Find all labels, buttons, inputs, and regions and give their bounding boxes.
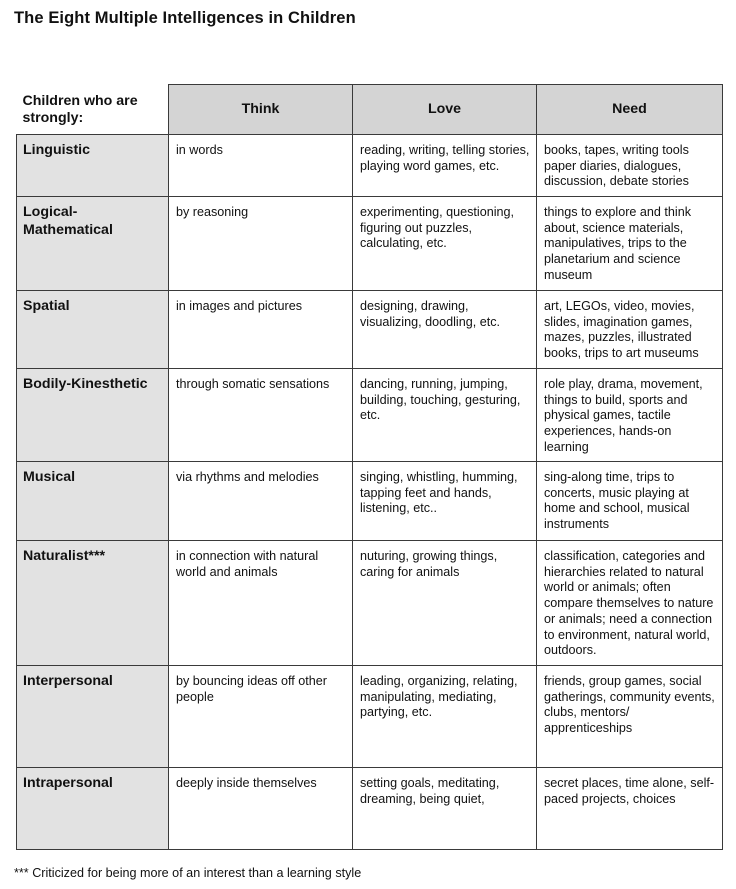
think-cell: in words — [169, 135, 353, 197]
row-header-musical: Musical — [17, 462, 169, 541]
footnote: *** Criticized for being more of an interest than a learning style — [14, 866, 362, 880]
love-cell: leading, organizing, relating, manipulating, mediating, partying, etc. — [353, 666, 537, 768]
love-cell: experimenting, questioning, figuring out puzzles, calculating, etc. — [353, 197, 537, 291]
love-cell: singing, whistling, humming, tapping feet and hands, listening, etc.. — [353, 462, 537, 541]
row-header-bodily-kinesthetic: Bodily-Kinesthetic — [17, 369, 169, 462]
need-cell: art, LEGOs, video, movies, slides, imagination games, mazes, puzzles, illustrated books, trips to art museums — [537, 291, 723, 369]
table-row — [17, 666, 723, 768]
table-row — [17, 369, 723, 462]
love-cell: setting goals, meditating, dreaming, being quiet, — [353, 768, 537, 850]
row-header-logical-mathematical: Logical-Mathematical — [17, 197, 169, 291]
page-title: The Eight Multiple Intelligences in Children — [14, 9, 356, 27]
table-row — [17, 135, 723, 197]
corner-header: Children who are strongly: — [17, 85, 169, 135]
column-header-think: Think — [169, 85, 353, 135]
row-header-interpersonal: Interpersonal — [17, 666, 169, 768]
think-cell: in images and pictures — [169, 291, 353, 369]
love-cell: reading, writing, telling stories, playing word games, etc. — [353, 135, 537, 197]
think-cell: deeply inside themselves — [169, 768, 353, 850]
think-cell: via rhythms and melodies — [169, 462, 353, 541]
column-header-need: Need — [537, 85, 723, 135]
think-cell: by reasoning — [169, 197, 353, 291]
row-header-intrapersonal: Intrapersonal — [17, 768, 169, 850]
table-row — [17, 291, 723, 369]
need-cell: sing-along time, trips to concerts, music playing at home and school, musical instruments — [537, 462, 723, 541]
think-cell: in connection with natural world and animals — [169, 541, 353, 666]
love-cell: nuturing, growing things, caring for animals — [353, 541, 537, 666]
love-cell: dancing, running, jumping, building, touching, gesturing, etc. — [353, 369, 537, 462]
need-cell: books, tapes, writing tools paper diaries, dialogues, discussion, debate stories — [537, 135, 723, 197]
table-row — [17, 541, 723, 666]
row-header-naturalist: Naturalist*** — [17, 541, 169, 666]
table-row — [17, 197, 723, 291]
think-cell: by bouncing ideas off other people — [169, 666, 353, 768]
need-cell: friends, group games, social gatherings, community events, clubs, mentors/ apprenticeships — [537, 666, 723, 768]
table-row — [17, 768, 723, 850]
think-cell: through somatic sensations — [169, 369, 353, 462]
need-cell: role play, drama, movement, things to build, sports and physical games, tactile experiences, hands-on learning — [537, 369, 723, 462]
need-cell: things to explore and think about, science materials, manipulatives, trips to the planetarium and science museum — [537, 197, 723, 291]
row-header-spatial: Spatial — [17, 291, 169, 369]
table-header-row — [17, 85, 723, 135]
intelligences-table — [16, 84, 723, 850]
column-header-love: Love — [353, 85, 537, 135]
table-row — [17, 462, 723, 541]
need-cell: classification, categories and hierarchies related to natural world or animals; often compare themselves to nature or animals; need a connection to environment, natural world, outdoors. — [537, 541, 723, 666]
love-cell: designing, drawing, visualizing, doodling, etc. — [353, 291, 537, 369]
need-cell: secret places, time alone, self-paced projects, choices — [537, 768, 723, 850]
row-header-linguistic: Linguistic — [17, 135, 169, 197]
